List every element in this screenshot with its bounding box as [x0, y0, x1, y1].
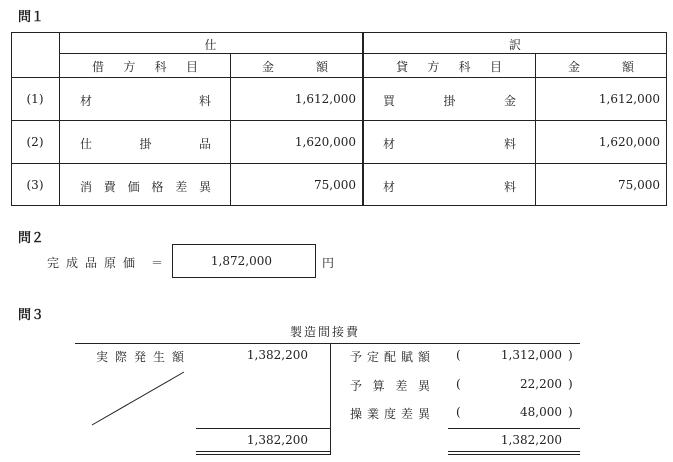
- credit-account: 買 掛 金: [383, 94, 516, 108]
- debit-account: 材 料: [80, 94, 211, 108]
- col-header-credit-amount: 金 額: [568, 60, 634, 74]
- row-number: (2): [26, 135, 44, 149]
- applied-overhead-amount: 1,312,000: [500, 348, 562, 362]
- budget-variance-amount: 22,200: [520, 377, 562, 391]
- debit-account: 消 費 価 格 差 異: [80, 180, 211, 194]
- credit-amount: 75,000: [618, 178, 660, 192]
- q1-heading: 問１: [18, 10, 45, 25]
- paren-open: (: [456, 405, 461, 419]
- q2-heading: 問２: [18, 231, 45, 246]
- budget-variance-label: 予 算 差 異: [350, 379, 430, 393]
- col-header-debit-amount: 金 額: [262, 60, 328, 74]
- row-number: (1): [26, 92, 44, 106]
- paren-close: ): [568, 348, 573, 362]
- q2-answer-value: 1,872,000: [210, 254, 272, 268]
- q2-label: 完 成 品 原 価: [47, 256, 135, 270]
- paren-open: (: [456, 348, 461, 362]
- debit-amount: 1,612,000: [294, 92, 356, 106]
- yen-unit: 円: [322, 256, 335, 270]
- actual-cost-amount: 1,382,200: [246, 348, 308, 362]
- col-header-debit-account: 借 方 科 目: [92, 60, 198, 74]
- t-account-title: 製造間接費: [289, 325, 360, 339]
- credit-account: 材 料: [383, 137, 516, 151]
- right-total: 1,382,200: [500, 433, 562, 447]
- volume-variance-label: 操 業 度 差 異: [350, 407, 430, 421]
- col-header-credit-account: 貸 方 科 目: [396, 60, 502, 74]
- left-total: 1,382,200: [246, 433, 308, 447]
- applied-overhead-label: 予 定 配 賦 額: [350, 350, 430, 364]
- equals-sign: ＝: [151, 256, 164, 270]
- row-number: (3): [26, 178, 44, 192]
- credit-amount: 1,612,000: [598, 92, 660, 106]
- q3-heading: 問３: [18, 308, 45, 323]
- paren-close: ): [568, 377, 573, 391]
- actual-cost-label: 実 際 発 生 額: [96, 350, 184, 364]
- credit-amount: 1,620,000: [598, 135, 660, 149]
- debit-account: 仕 掛 品: [80, 137, 211, 151]
- paren-open: (: [456, 377, 461, 391]
- debit-amount: 1,620,000: [294, 135, 356, 149]
- paren-close: ): [568, 405, 573, 419]
- volume-variance-amount: 48,000: [520, 405, 562, 419]
- credit-account: 材 料: [383, 180, 516, 194]
- header-shiwake-right: 訳: [508, 38, 521, 52]
- header-shiwake-left: 仕: [204, 38, 217, 52]
- debit-amount: 75,000: [314, 178, 356, 192]
